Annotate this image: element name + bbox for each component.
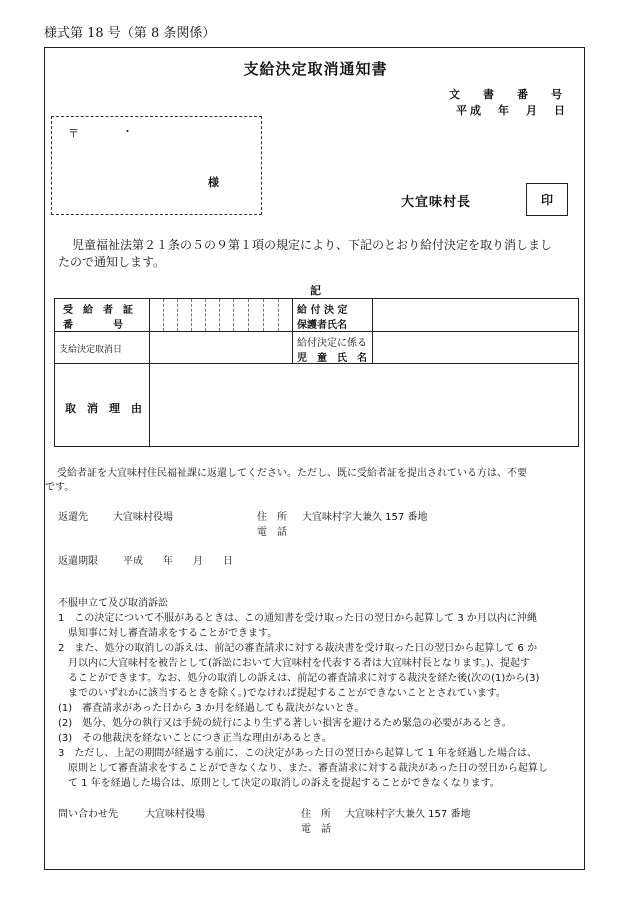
document-number-label: 文 書 番 号: [449, 88, 568, 101]
appeal-heading: 不服申立て及び取消訴訟: [58, 598, 168, 609]
postal-mark: 〒: [68, 127, 79, 140]
guardian-label-2: 保護者氏名: [297, 320, 347, 331]
notice-document: [44, 47, 585, 870]
appeal-line: (3) その他裁決を経ないことにつき正当な理由があるとき。: [58, 733, 332, 744]
intro-line-1: 児童福祉法第２１条の５の９第１項の規定により、下記のとおり給付決定を取り消しまし: [72, 238, 553, 252]
appeal-line: 2 また、処分の取消しの訴えは、前記の審査請求に対する裁決書を受け取った日の翌日から起算して 6 か: [58, 643, 538, 654]
contact-address-label: 住 所: [301, 809, 331, 820]
return-destination-label: 返還先: [58, 512, 88, 523]
recipient-cert-label-2: 番 号: [63, 320, 123, 331]
document-date-label: 平成 年 月 日: [456, 104, 568, 117]
contact-value: 大宜味村役場: [145, 809, 205, 820]
form-number-label: 様式第 18 号（第 8 条関係）: [44, 26, 216, 41]
cancel-reason-label: 取 消 理 由: [65, 402, 142, 415]
child-label-2: 児 童 氏 名: [297, 353, 367, 364]
appeal-line: 県知事に対し審査請求をすることができます。: [58, 628, 278, 639]
return-notice-line-1: 受給者証を大宜味村住民福祉課に返還してください。ただし、既に受給者証を提出されている方は、不要: [57, 468, 527, 479]
contact-label: 問い合わせ先: [58, 809, 118, 820]
return-destination-value: 大宜味村役場: [113, 512, 173, 523]
return-tel-label: 電 話: [257, 527, 287, 538]
guardian-label-1: 給 付 決 定: [297, 305, 348, 316]
return-deadline-value: 平成 年 月 日: [123, 556, 233, 567]
issuer-name: 大宜味村長: [401, 195, 472, 210]
return-address-value: 大宜味村字大兼久 157 番地: [302, 512, 428, 523]
honorific-sama: 様: [208, 176, 219, 189]
recipient-cert-label-1: 受 給 者 証: [63, 305, 133, 316]
appeal-line: までのいずれかに該当するときを除く。)でなければ提起することができないこととされています。: [58, 688, 506, 699]
appeal-line: て 1 年を経過した場合は、原則として決定の取消しの訴えを提起することができなくなります。: [58, 778, 500, 789]
appeal-line: 月以内に大宜味村を被告として(訴訟において大宜味村を代表する者は大宜味村長となります。)、提起す: [58, 658, 531, 669]
seal-box: 印: [526, 183, 568, 216]
contact-tel-label: 電 話: [301, 824, 331, 835]
appeal-line: ることができます。なお、処分の取消しの訴えは、前記の審査請求に対する裁決を経た後(次の(1)から(3): [58, 673, 540, 684]
return-notice-line-2: です。: [45, 482, 75, 493]
child-label-1: 給付決定に係る: [297, 338, 367, 349]
cancel-date-label: 支給決定取消日: [59, 345, 123, 355]
appeal-line: 1 この決定について不服があるときは、この通知書を受け取った日の翌日から起算して 3 か月以内に沖縄: [58, 613, 537, 624]
document-title: 支給決定取消通知書: [243, 60, 388, 78]
ki-heading: 記: [310, 284, 321, 297]
return-address-label: 住 所: [257, 512, 287, 523]
appeal-line: (1) 審査請求があった日から 3 か月を経過しても裁決がないとき。: [58, 703, 365, 714]
appeal-line: 3 ただし、上記の期間が経過する前に、この決定があった日の翌日から起算して 1 年を経過した場合は、: [58, 748, 537, 759]
recipient-address-box: [51, 116, 262, 215]
postal-separator: ・: [122, 125, 133, 138]
contact-address-value: 大宜味村字大兼久 157 番地: [345, 809, 471, 820]
appeal-line: (2) 処分、処分の執行又は手続の続行により生ずる著しい損害を避けるため緊急の必要があるとき。: [58, 718, 512, 729]
appeal-line: 原則として審査請求をすることができなくなり、また、審査請求に対する裁決があった日の翌日から起算し: [58, 763, 548, 774]
intro-line-2: たので通知します。: [58, 255, 166, 269]
return-deadline-label: 返還期限: [58, 556, 98, 567]
